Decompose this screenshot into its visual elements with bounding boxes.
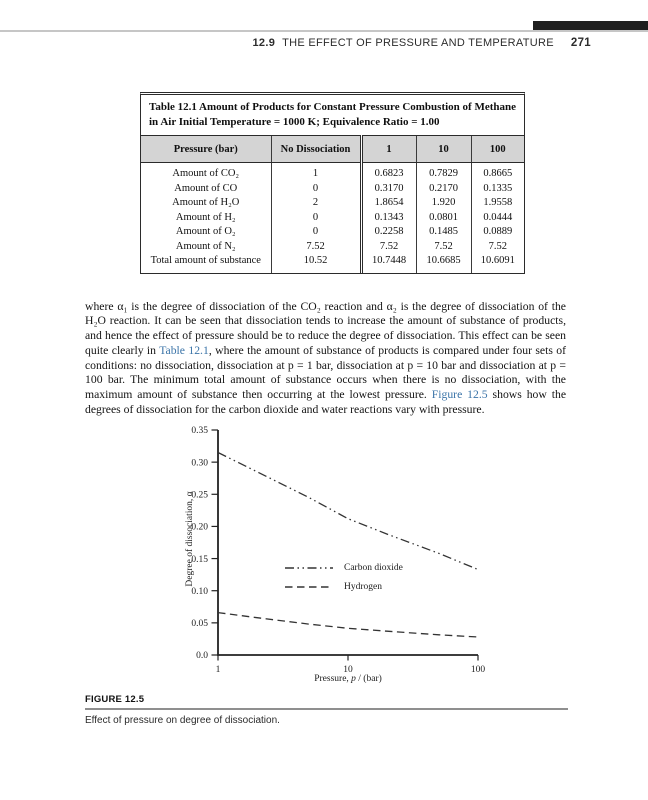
legend-item-carbon-dioxide xyxy=(285,560,403,576)
table-row xyxy=(141,182,524,197)
table-cell: 0.1485 xyxy=(416,225,471,240)
y-tick-label: 0.05 xyxy=(191,619,208,630)
y-tick-label: 0.10 xyxy=(191,586,208,597)
table-cell: 10.6091 xyxy=(471,254,524,273)
table-row xyxy=(141,163,524,182)
table-column-header: 1 xyxy=(361,136,416,163)
header-rule xyxy=(0,30,648,32)
table-cell: 1 xyxy=(271,163,361,182)
table-cell: 1.8654 xyxy=(361,196,416,211)
table-cell: 1.9558 xyxy=(471,196,524,211)
table-cell: 0 xyxy=(271,182,361,197)
row-label: Amount of H₂ xyxy=(175,211,236,223)
x-tick-label: 100 xyxy=(470,665,486,675)
figure-12-5-link[interactable]: Figure 12.5 xyxy=(431,387,488,401)
y-axis-label: Degree of dissociation, α xyxy=(185,491,195,587)
row-label: Total amount of substance xyxy=(150,255,261,266)
x-tick-label: 10 xyxy=(343,665,353,675)
y-tick-label: 0.20 xyxy=(191,522,208,533)
legend-item-hydrogen xyxy=(285,579,403,595)
table-row xyxy=(141,254,524,273)
table-grid xyxy=(141,135,524,273)
row-label: Amount of CO xyxy=(174,182,238,194)
body-paragraph: where α₁ is the degree of dissociation of the CO₂ reaction and α₂ is the degree of dissociation of the H₂O reaction. It can be seen that dissociation tends to increase the amount of substance of products, and hence the effect of pressure should be to reduce the degree of dissociation. This effect can be seen quite clearly in Table 12.1, where the amount of substance of products is compared under four sets of conditions: no dissociation, dissociation at p = 1 bar, dissociation at p = 10 bar and dissociation at p = 100 bar. The minimum total amount of substance occurs when there is no dissociation, with the maximum amount of substance then occurring at the lowest pressure. Figure 12.5 shows how the degrees of dissociation for the carbon dioxide and water reactions vary with pressure. xyxy=(85,299,567,416)
y-tick-label: 0.25 xyxy=(191,490,208,501)
table-column-header: 100 xyxy=(471,136,524,163)
x-tick-label: 1 xyxy=(215,665,221,675)
chart-axis xyxy=(218,430,478,655)
page-number: 271 xyxy=(570,37,591,49)
y-tick-label: 0.30 xyxy=(191,458,208,469)
table-cell: 0 xyxy=(271,225,361,240)
table-header-row xyxy=(141,136,524,163)
dissociation-chart xyxy=(0,420,648,700)
table-cell: 7.52 xyxy=(271,240,361,255)
table-cell: 0.0801 xyxy=(416,211,471,226)
table-cell: 0.0889 xyxy=(471,225,524,240)
x-axis-label: Pressure, p / (bar) xyxy=(314,674,382,684)
running-header xyxy=(253,37,591,49)
table-12-1-link[interactable]: Table 12.1 xyxy=(159,343,209,357)
series-line-carbon-dioxide xyxy=(218,453,478,570)
y-tick-label: 0.15 xyxy=(191,554,208,565)
figure-label: FIGURE 12.5 xyxy=(85,694,145,705)
table-cell: 2 xyxy=(271,196,361,211)
row-label: Amount of H₂O xyxy=(172,197,240,208)
table-cell: 1.920 xyxy=(416,196,471,211)
table-cell: 7.52 xyxy=(361,240,416,255)
table-column-header: Pressure (bar) xyxy=(141,136,271,163)
table-row xyxy=(141,211,524,226)
table-cell: 10.6685 xyxy=(416,254,471,273)
table-cell: 0.1335 xyxy=(471,182,524,197)
table-row xyxy=(141,196,524,211)
series-line-hydrogen xyxy=(218,613,478,637)
hydrogen-line-sample-icon xyxy=(285,583,333,591)
legend-label: Carbon dioxide xyxy=(344,563,403,573)
table-cell: 0.2258 xyxy=(361,225,416,240)
table-row xyxy=(141,225,524,240)
table-cell: 0.1343 xyxy=(361,211,416,226)
table-cell: 0.3170 xyxy=(361,182,416,197)
carbon-dioxide-line-sample-icon xyxy=(285,564,333,572)
table-cell: 0.6823 xyxy=(361,163,416,182)
table-column-header: 10 xyxy=(416,136,471,163)
row-label: Amount of N₂ xyxy=(175,240,236,252)
row-label: Amount of CO₂ xyxy=(172,168,240,179)
table-cell: 0.8665 xyxy=(471,163,524,182)
legend-label: Hydrogen xyxy=(344,582,382,592)
table-cell: 0.7829 xyxy=(416,163,471,182)
figure-caption-text: Effect of pressure on degree of dissociation. xyxy=(85,715,280,726)
table-cell: 10.52 xyxy=(271,254,361,273)
table-cell: 7.52 xyxy=(416,240,471,255)
y-tick-label: 0.35 xyxy=(191,426,208,437)
chart-legend xyxy=(285,560,403,598)
section-number: 12.9 xyxy=(252,37,276,49)
products-table xyxy=(140,92,525,274)
table-column-header: No Dissociation xyxy=(271,136,361,163)
table-cell: 0.0444 xyxy=(471,211,524,226)
figure-caption-block xyxy=(85,694,568,726)
table-cell: 0.2170 xyxy=(416,182,471,197)
figure-rule xyxy=(85,708,568,710)
table-title: Table 12.1 Amount of Products for Constant Pressure Combustion of Methane in Air Initial Temperature = 1000 K; Equivalence Ratio = 1.00 xyxy=(149,101,516,128)
row-label: Amount of O₂ xyxy=(175,226,236,237)
section-title: THE EFFECT OF PRESSURE AND TEMPERATURE xyxy=(282,37,554,49)
table-cell: 0 xyxy=(271,211,361,226)
y-tick-label: 0.0 xyxy=(196,651,208,662)
table-cell: 7.52 xyxy=(471,240,524,255)
table-cell: 10.7448 xyxy=(361,254,416,273)
table-row xyxy=(141,240,524,255)
